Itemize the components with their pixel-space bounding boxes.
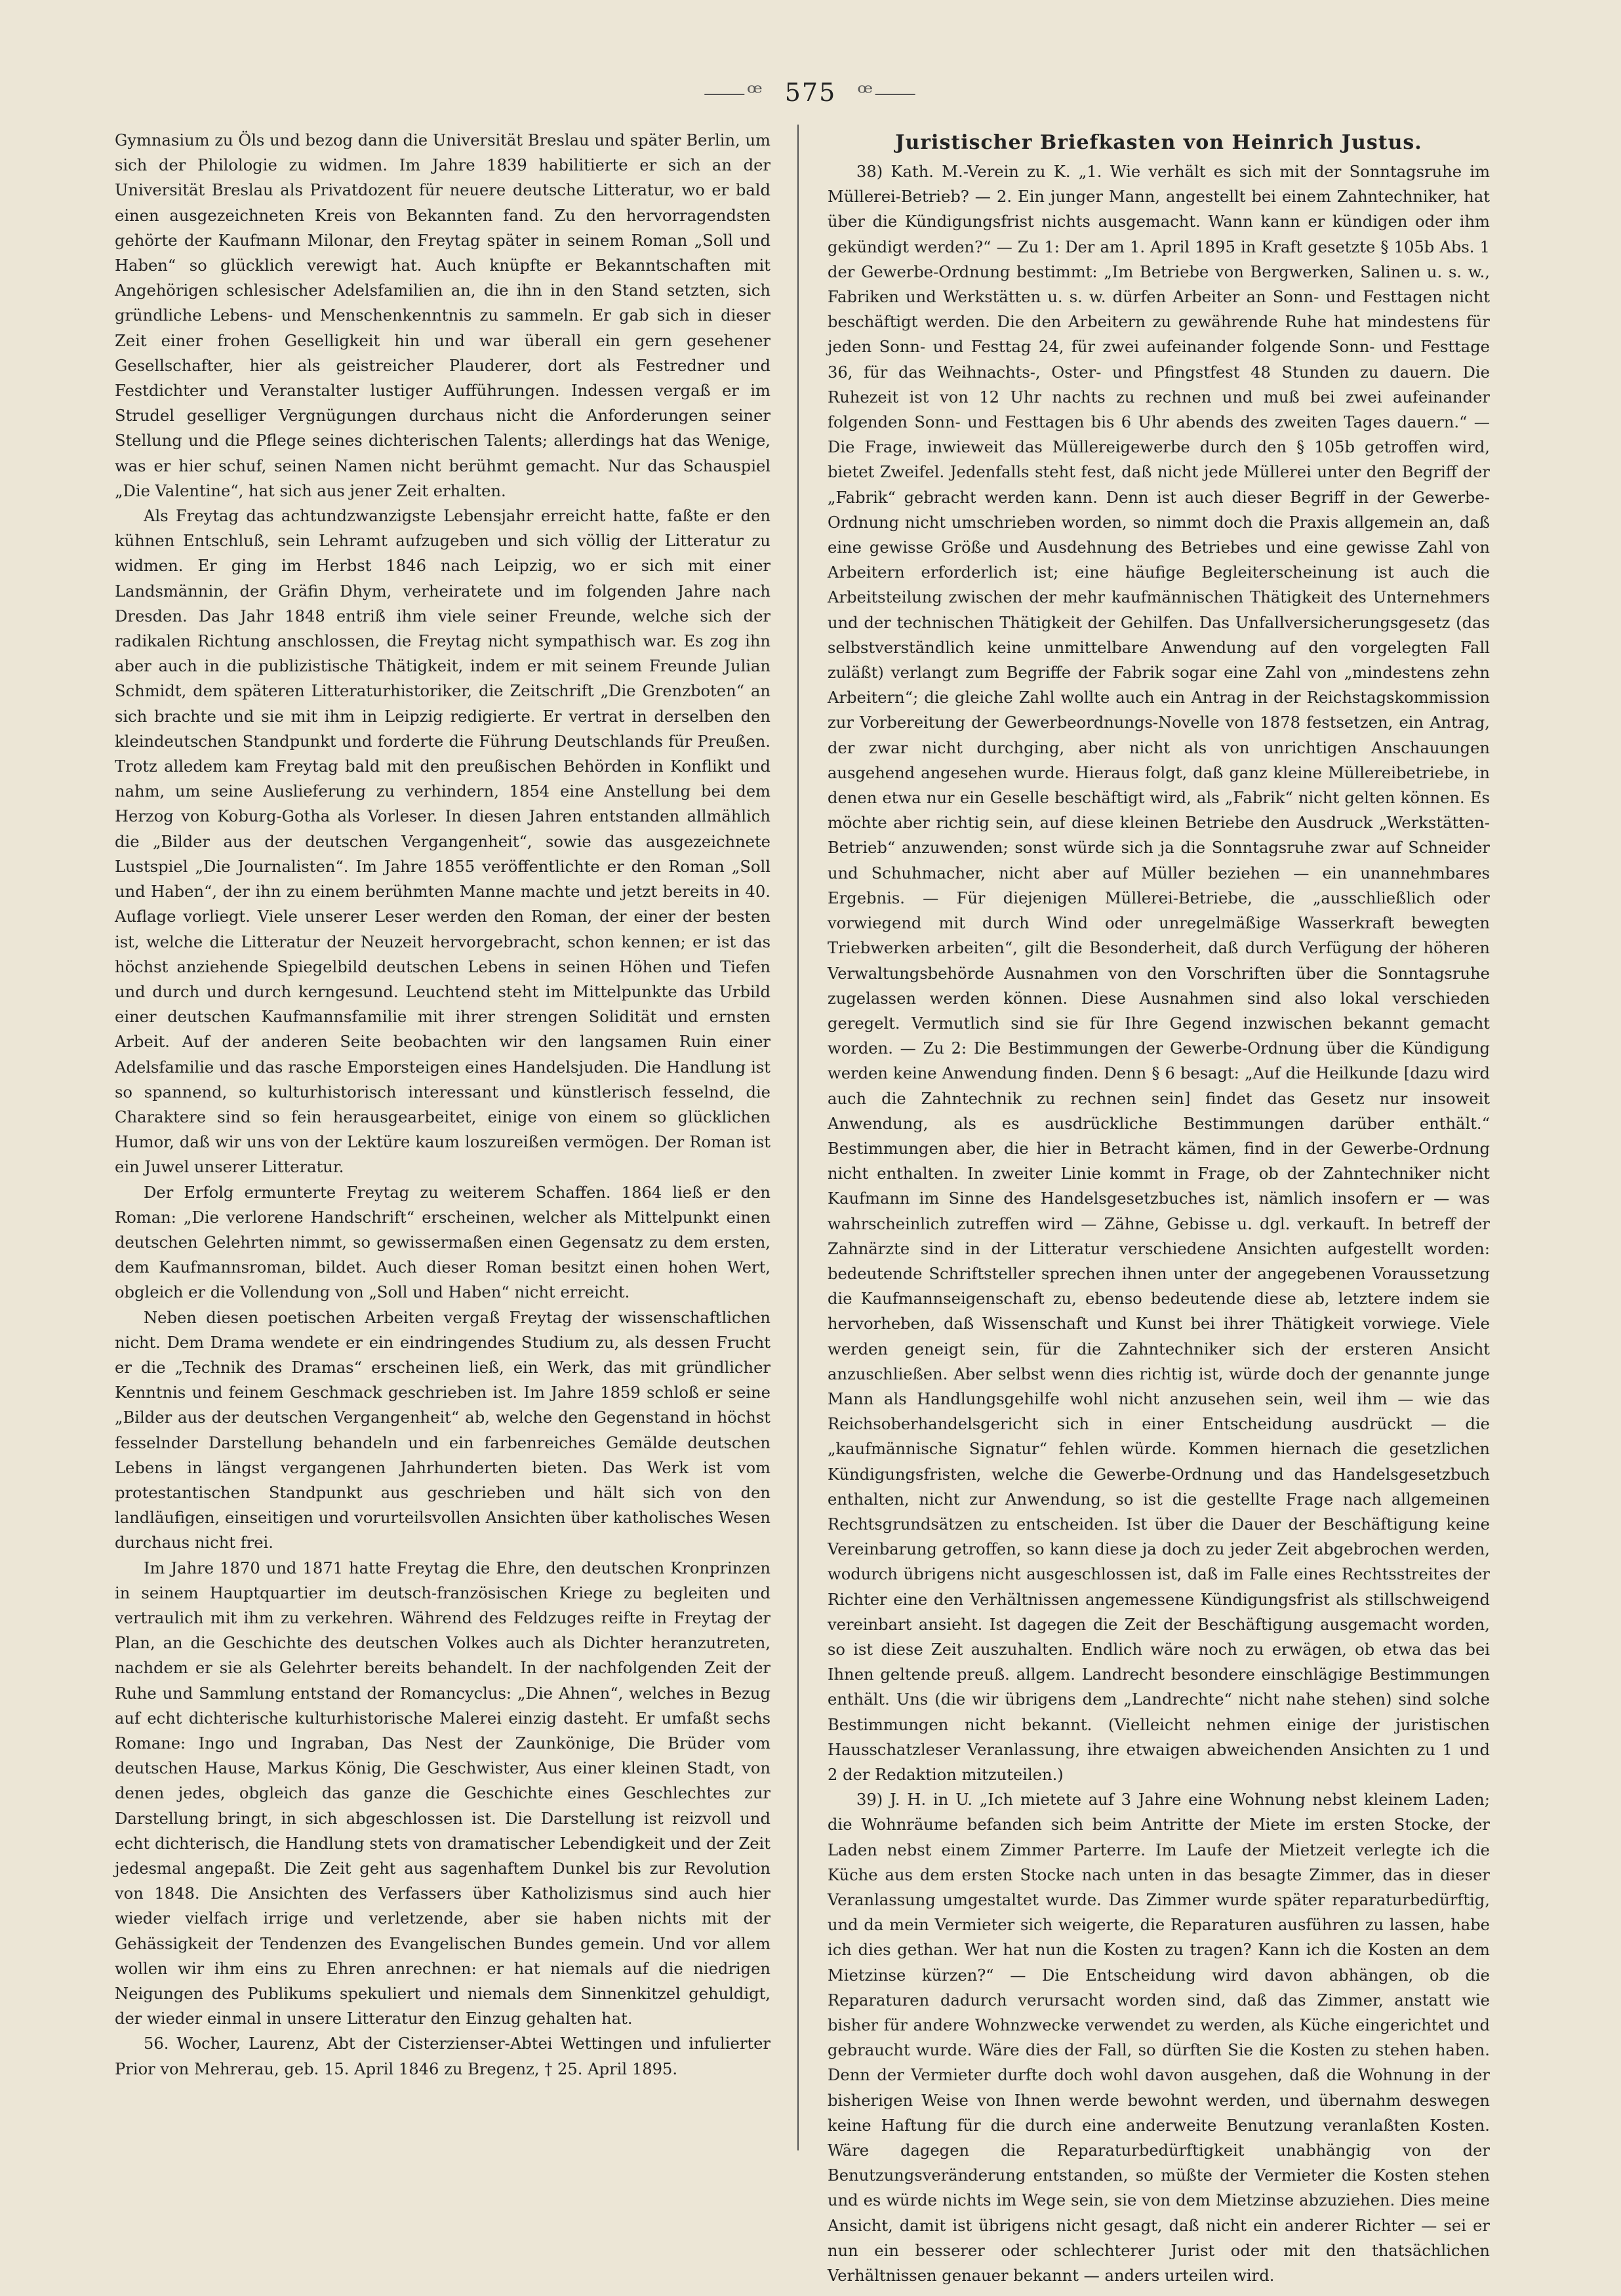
paragraph: Als Freytag das achtundzwanzigste Lebensjahr erreicht hatte, faßte er den kühnen Entschluß, sein Lehramt aufzugeben und sich völlig der Litteratur zu widmen. Er ging im Herbst 1846 nach Leipzig, wo er sich mit einer Landsmännin, der Gräfin Dhym, verheiratete und im folgenden Jahre nach Dresden. Das Jahr 1848 entriß ihm viele seiner Freunde, welche sich der radikalen Richtung anschlossen, die Freytag nicht sympathisch war. Es zog ihn aber auch in die publizistische Thätigkeit, indem er mit seinem Freunde Julian Schmidt, dem späteren Litteraturhistoriker, die Zeitschrift „Die Grenzboten“ an sich brachte und sie mit ihm in Leipzig redigierte. Er vertrat in derselben den kleindeutschen Standpunkt und forderte die Führung Deutschlands für Preußen. Trotz alledem kam Freytag bald mit den preußischen Behörden in Konflikt und nahm, um seine Auslieferung zu verhindern, 1854 eine Anstellung bei dem Herzog von Koburg-Gotha als Vorleser. In diesen Jahren entstanden allmählich die „Bilder aus der deutschen Vergangenheit“, sowie das ausgezeichnete Lustspiel „Die Journalisten“. Im Jahre 1855 veröffentlichte er den Roman „Soll und Haben“, der ihn zu einem berühmten Manne machte und jetzt bereits in 40. Auflage vorliegt. Viele unserer Leser werden den Roman, der einer der besten ist, welche die Litteratur der Neuzeit hervorgebracht, schon kennen; er ist das höchst anziehende Spiegelbild deutschen Lebens in seinen Höhen und Tiefen und durch und durch kerngesund. Leuchtend steht im Mittelpunkte das Urbild einer deutschen Kaufmannsfamilie mit ihrer strengen Solidität und ernsten Arbeit. Auf der anderen Seite beobachten wir den langsamen Ruin einer Adelsfamilie und das rasche Emporsteigen eines Handelsjuden. Die Handlung ist so spannend, so kulturhistorisch interessant und künstlerisch fesselnd, die Charaktere sind so fein herausgearbeitet, einige von einem so glücklichen Humor, daß wir uns von der Lektüre kaum loszureißen vermögen. Der Roman ist ein Juwel unserer Litteratur. [115,507,770,1177]
right-column [828,128,1490,2288]
left-column [115,128,770,2082]
paragraph: Der Erfolg ermunterte Freytag zu weiterem Schaffen. 1864 ließ er den Roman: „Die verlorene Handschrift“ erscheinen, welcher als Mittelpunkt einen deutschen Gelehrten nimmt, so gewissermaßen einen Gegensatz zu dem ersten, dem Kaufmannsroman, bildet. Auch dieser Roman besitzt einen hohen Wert, obgleich er die Vollendung von „Soll und Haben“ nicht erreicht. [115,1183,770,1302]
ornament-left-icon: ⸺ꟹ [703,78,764,107]
page-header [0,72,1621,108]
column-divider [797,125,799,2150]
letter-entry: 38) Kath. M.-Verein zu K. „1. Wie verhält es sich mit der Sonntagsruhe im Müllerei-Betrieb? — 2. Ein junger Mann, angestellt bei einem Zahntechniker, hat über die Kündigungsfrist nichts ausgemacht. Wann kann er kündigen oder ihm gekündigt werden?“ — Zu 1: Der am 1. April 1895 in Kraft gesetzte § 105b Abs. 1 der Gewerbe-Ordnung bestimmt: „Im Betriebe von Bergwerken, Salinen u. s. w., Fabriken und Werkstätten u. s. w. dürfen Arbeiter an Sonn- und Festtagen nicht beschäftigt werden. Die den Arbeitern zu gewährende Ruhe hat mindestens für jeden Sonn- und Festtag 24, für zwei aufeinander folgende Sonn- und Festtage 36, für das Weihnachts-, Oster- und Pfingstfest 48 Stunden zu dauern. Die Ruhezeit ist von 12 Uhr nachts zu rechnen und muß bei zwei aufeinander folgenden Sonn- und Festtagen bis 6 Uhr abends des zweiten Tages dauern.“ — Die Frage, inwieweit das Müllereigewerbe durch den § 105b getroffen wird, bietet Zweifel. Jedenfalls steht fest, daß nicht jede Müllerei unter den Begriff der „Fabrik“ gebracht werden kann. Denn ist auch dieser Begriff in der Gewerbe-Ordnung nicht umschrieben worden, so nimmt doch die Praxis allgemein an, daß eine gewisse Größe und Ausdehnung des Betriebes und eine gewisse Zahl von Arbeitern erforderlich ist; eine häufige Begleiterscheinung ist auch die Arbeitsteilung zwischen der mehr kaufmännischen Thätigkeit des Unternehmers und der technischen Thätigkeit der Gehilfen. Das Unfallversicherungsgesetz (das selbstverständlich keine unmittelbare Anwendung auf den vorgelegten Fall zuläßt) verlangt zum Begriffe der Fabrik sogar eine Zahl von „mindestens zehn Arbeitern“; die gleiche Zahl wollte auch ein Antrag in der Reichstagskommission zur Vorbereitung der Gewerbeordnungs-Novelle von 1878 festsetzen, ein Antrag, der zwar nicht durchging, aber nicht als von unrichtigen Anschauungen ausgehend angesehen wurde. Hieraus folgt, daß ganz kleine Müllereibetriebe, in denen etwa nur ein Geselle beschäftigt wird, als „Fabrik“ nicht gelten können. Es möchte aber richtig sein, auf diese kleinen Betriebe den Ausdruck „Werkstätten-Betrieb“ anzuwenden; sonst würde sich ja die Sonntagsruhe zwar auf Schneider und Schuhmacher, nicht aber auf Müller beziehen — ein unannehmbares Ergebnis. — Für diejenigen Müllerei-Betriebe, die „ausschließlich oder vorwiegend mit durch Wind oder unregelmäßige Wasserkraft bewegten Triebwerken arbeiten“, gilt die Besonderheit, daß durch Verfügung der höheren Verwaltungsbehörde Ausnahmen von den Vorschriften über die Sonntagsruhe zugelassen werden können. Diese Ausnahmen sind also lokal verschieden geregelt. Vermutlich sind sie für Ihre Gegend inzwischen bekannt gemacht worden. — Zu 2: Die Bestimmungen der Gewerbe-Ordnung über die Kündigung werden keine Anwendung finden. Denn § 6 besagt: „Auf die Heilkunde [dazu wird auch die Zahntechnik zu rechnen sein] findet das Gesetz nur insoweit Anwendung, als es ausdrückliche Bestimmungen darüber enthält.“ Bestimmungen aber, die hier in Betracht kämen, find in der Gewerbe-Ordnung nicht enthalten. In zweiter Linie kommt in Frage, ob der Zahntechniker nicht Kaufmann im Sinne des Handelsgesetzbuches ist, nämlich insofern er — was wahrscheinlich zutreffen wird — Zähne, Gebisse u. dgl. verkauft. In betreff der Zahnärzte sind in der Litteratur verschiedene Ansichten aufgestellt worden: bedeutende Schriftsteller sprechen ihnen unter der angegebenen Voraussetzung die Kaufmannseigenschaft zu, ebenso bedeutende diese ab, letztere indem sie hervorheben, daß Wissenschaft und Kunst bei ihrer Thätigkeit vorwiege. Viele werden geneigt sein, für die Zahntechniker sich der ersteren Ansicht anzuschließen. Aber selbst wenn dies richtig ist, würde doch der genannte junge Mann als Handlungsgehilfe wohl nicht anzusehen sein, weil ihm — wie das Reichsoberhandelsgericht sich in einer Entscheidung ausdrückt — die „kaufmännische Signatur“ fehlen würde. Kommen hiernach die gesetzlichen Kündigungsfristen, welche die Gewerbe-Ordnung und das Handelsgesetzbuch enthalten, nicht zur Anwendung, so ist die gestellte Frage nach allgemeinen Rechtsgrundsätzen zu entscheiden. Ist über die Dauer der Beschäftigung keine Vereinbarung getroffen, so kann diese ja doch zu jeder Zeit abgebrochen werden, wodurch übrigens nicht ausgeschlossen ist, daß im Falle eines Rechtsstreites der Richter eine den Verhältnissen angemessene Kündigungsfrist als stillschweigend vereinbart ansieht. Ist dagegen die Zeit der Beschäftigung ausgemacht worden, so ist diese Zeit auszuhalten. Endlich wäre noch zu erwägen, ob etwa das bei Ihnen geltende preuß. allgem. Landrecht besondere einschlägige Bestimmungen enthält. Uns (die wir übrigens dem „Landrechte“ nicht nahe stehen) sind solche Bestimmungen nicht bekannt. (Vielleicht nehmen einige der juristischen Hausschatzleser Veranlassung, ihre etwaigen abweichenden Ansichten zu 1 und 2 der Redaktion mitzuteilen.) [828,163,1490,1784]
paragraph: Gymnasium zu Öls und bezog dann die Universität Breslau und später Berlin, um sich der Philologie zu widmen. Im Jahre 1839 habilitierte er sich an der Universität Breslau als Privatdozent für neuere deutsche Litteratur, wo er bald einen ausgezeichneten Kreis von Bekannten fand. Zu den hervorragendsten gehörte der Kaufmann Milonar, den Freytag später in seinem Roman „Soll und Haben“ so glücklich verewigt hat. Auch knüpfte er Bekanntschaften mit Angehörigen schlesischer Adelsfamilien an, die ihn in den Stand setzten, sich gründliche Lebens- und Menschenkenntnis zu sammeln. Er gab sich in dieser Zeit einer frohen Geselligkeit hin und war überall ein gern gesehener Gesellschafter, hier als geistreicher Plauderer, dort als Festredner und Festdichter und Veranstalter lustiger Aufführungen. Indessen vergaß er im Strudel geselliger Vergnügungen durchaus nicht die Anforderungen seiner Stellung und die Pflege seines dichterischen Talents; allerdings hat das Wenige, was er hier schuf, seinen Namen nicht berühmt gemacht. Nur das Schauspiel „Die Valentine“, hat sich aus jener Zeit erhalten. [115,131,770,500]
ornament-right-icon: ꟹ⸺ [857,78,918,107]
section-title: Juristischer Briefkasten von Heinrich Justus. [895,131,1422,154]
obituary-entry: 56. Wocher, Laurenz, Abt der Cisterzienser-Abtei Wettingen und infulierter Prior von Mehrerau, geb. 15. April 1846 zu Bregenz, † 25. April 1895. [115,2034,770,2078]
page-number: 575 [784,78,837,107]
paragraph: Im Jahre 1870 und 1871 hatte Freytag die Ehre, den deutschen Kronprinzen in seinem Hauptquartier im deutsch-französischen Kriege zu begleiten und vertraulich mit ihm zu verkehren. Während des Feldzuges reifte in Freytag der Plan, an die Geschichte des deutschen Volkes auch als Dichter heranzutreten, nachdem er sie als Gelehrter bereits behandelt. In der nachfolgenden Zeit der Ruhe und Sammlung entstand der Romancyclus: „Die Ahnen“, welches in Bezug auf echt dichterische kulturhistorische Malerei einzig dasteht. Er umfaßt sechs Romane: Ingo und Ingraban, Das Nest der Zaunkönige, Die Brüder vom deutschen Hause, Markus König, Die Geschwister, Aus einer kleinen Stadt, von denen jedes, obgleich das ganze die Geschichte eines Geschlechtes zur Darstellung bringt, in sich abgeschlossen ist. Die Darstellung ist reizvoll und echt dichterisch, die Handlung stets von dramatischer Lebendigkeit und der Zeit jedesmal angepaßt. Die Zeit geht aus sagenhaftem Dunkel bis zur Revolution von 1848. Die Ansichten des Verfassers über Katholizismus sind auch hier wieder vielfach irrige und verletzende, aber sie haben nichts mit der Gehässigkeit der Tendenzen des Evangelischen Bundes gemein. Und vor allem wollen wir ihm eins zu Ehren anrechnen: er hat niemals auf die niedrigen Neigungen des Publikums spekuliert und niemals dem Sinnenkitzel gehuldigt, der wieder einmal in unsere Litteratur den Einzug gehalten hat. [115,1558,770,2029]
letter-entry: 39) J. H. in U. „Ich mietete auf 3 Jahre eine Wohnung nebst kleinem Laden; die Wohnräume befanden sich beim Antritte der Miete im ersten Stocke, der Laden nebst einem Zimmer Parterre. Im Laufe der Mietzeit verlegte ich die Küche aus dem ersten Stocke nach unten in das besagte Zimmer, das in dieser Veranlassung umgestaltet wurde. Das Zimmer wurde später reparaturbedürftig, und da mein Vermieter sich weigerte, die Reparaturen ausführen zu lassen, habe ich dies gethan. Wer hat nun die Kosten zu tragen? Kann ich die Kosten an dem Mietzinse kürzen?“ — Die Entscheidung wird davon abhängen, ob die Reparaturen dadurch verursacht worden sind, daß das Zimmer, anstatt wie bisher für andere Wohnzwecke verwendet zu werden, als Küche eingerichtet und gebraucht wurde. Wäre dies der Fall, so dürften Sie die Kosten zu stehen haben. Denn der Vermieter durfte doch wohl davon ausgehen, daß die Wohnung in der bisherigen Weise von Ihnen werde bewohnt werden, und übernahm deswegen keine Haftung für die durch eine anderweite Benutzung veranlaßten Kosten. Wäre dagegen die Reparaturbedürftigkeit unabhängig von der Benutzungsveränderung entstanden, so müßte der Vermieter die Kosten stehen und es würde nichts im Wege sein, sie von dem Mietzinse abzuziehen. Dies meine Ansicht, damit ist übrigens nicht gesagt, daß nicht ein anderer Richter — sei er nun ein besserer oder schlechterer Jurist oder mit den thatsächlichen Verhältnissen genauer bekannt — anders urteilen wird. [828,1791,1490,2286]
paragraph: Neben diesen poetischen Arbeiten vergaß Freytag der wissenschaftlichen nicht. Dem Drama wendete er ein eindringendes Studium zu, als dessen Frucht er die „Technik des Dramas“ erscheinen ließ, ein Werk, das mit gründlicher Kenntnis und feinem Geschmack geschrieben ist. Im Jahre 1859 schloß er seine „Bilder aus der deutschen Vergangenheit“ ab, welche den Gegenstand in höchst fesselnder Darstellung behandeln und ein farbenreiches Gemälde deutschen Lebens in längst vergangenen Jahrhunderten bieten. Das Werk ist vom protestantischen Standpunkt aus geschrieben und hält sich von den landläufigen, einseitigen und vorurteilsvollen Ansichten über katholisches Wesen durchaus nicht frei. [115,1308,770,1553]
